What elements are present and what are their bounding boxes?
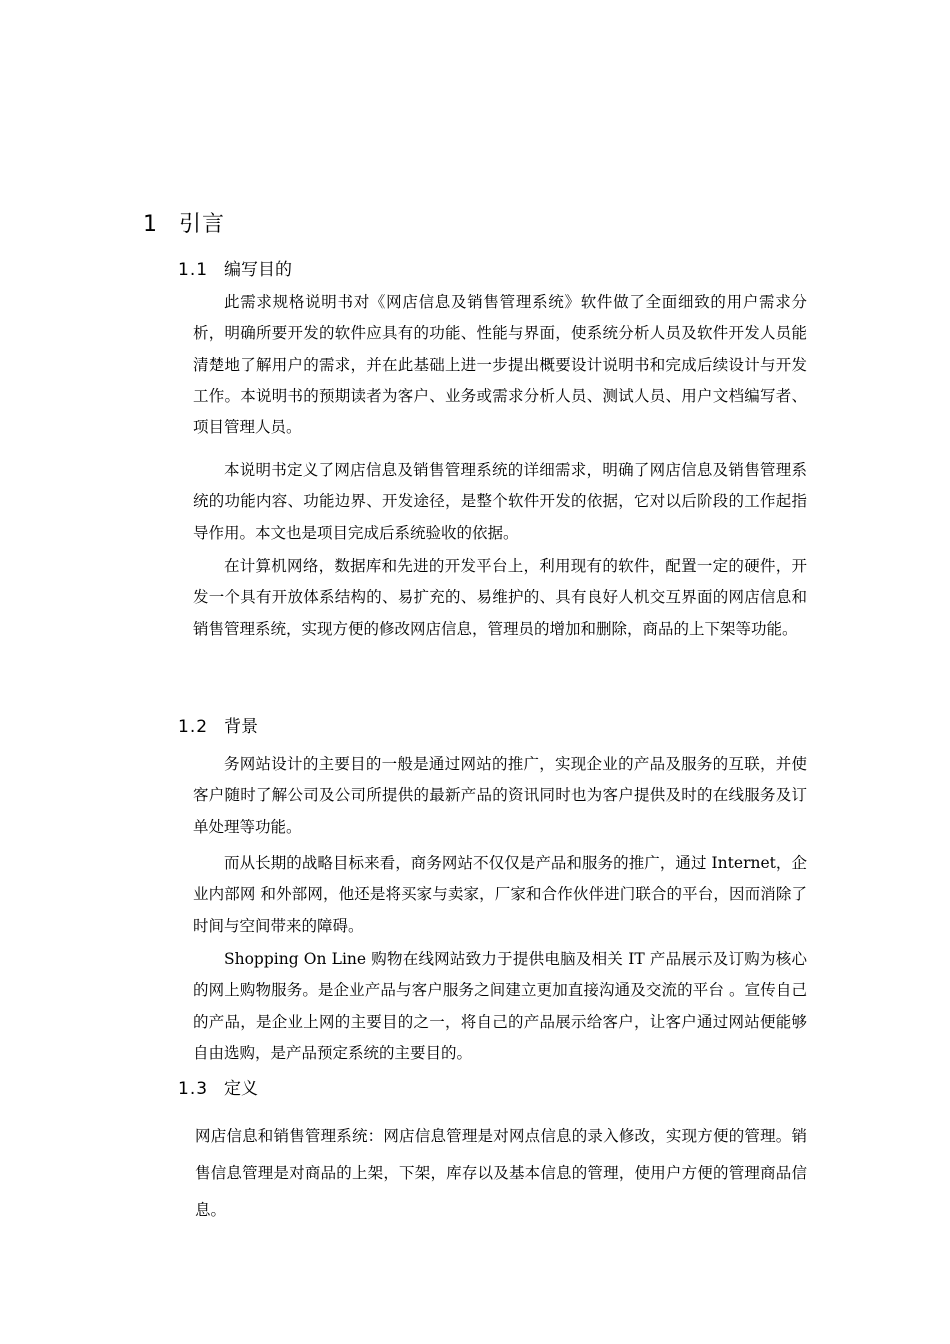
section-1-heading <box>143 207 225 243</box>
section-number: 1.1 <box>178 260 209 280</box>
section-1-1-heading <box>178 256 292 284</box>
section-1-2-heading <box>178 713 258 741</box>
section-title: 编写目的 <box>224 260 292 280</box>
paragraph: 此需求规格说明书对《网店信息及销售管理系统》软件做了全面细致的用户需求分析，明确所要开发的软件应具有的功能、性能与界面，使系统分析人员及软件开发人员能清楚地了解用户的需求，并在此基础上进一步提出概要设计说明书和完成后续设计与开发工作。本说明书的预期读者为客户、业务或需求分析人员、测试人员、用户文档编写者、项目管理人员。 <box>193 293 807 437</box>
paragraph: 务网站设计的主要目的一般是通过网站的推广，实现企业的产品及服务的互联，并使客户随时了解公司及公司所提供的最新产品的资讯同时也为客户提供及时的在线服务及订单处理等功能。 <box>193 755 807 836</box>
section-number: 1 <box>143 212 158 237</box>
paragraph: 在计算机网络，数据库和先进的开发平台上，利用现有的软件，配置一定的硬件，开发一个具有开放体系结构的、易扩充的、易维护的、具有良好人机交互界面的网店信息和销售管理系统，实现方便的修改网店信息，管理员的增加和删除，商品的上下架等功能。 <box>193 557 807 638</box>
section-number: 1.3 <box>178 1079 209 1099</box>
paragraph: Shopping On Line 购物在线网站致力于提供电脑及相关 IT 产品展示及订购为核心的网上购物服务。是企业产品与客户服务之间建立更加直接沟通及交流的平台 。宣传自己的产品，是企业上网的主要目的之一，将自己的产品展示给客户，让客户通过网站便能够自由选购，是产品预定系统的主要目的。 <box>193 950 807 1062</box>
section-title: 背景 <box>224 717 258 737</box>
section-1-3-heading <box>178 1075 258 1103</box>
section-title: 定义 <box>224 1079 258 1099</box>
section-number: 1.2 <box>178 717 209 737</box>
paragraph: 网店信息和销售管理系统：网店信息管理是对网点信息的录入修改，实现方便的管理。销售信息管理是对商品的上架，下架，库存以及基本信息的管理，使用户方便的管理商品信息。 <box>195 1127 807 1219</box>
paragraph: 而从长期的战略目标来看，商务网站不仅仅是产品和服务的推广，通过 Internet，企业内部网 和外部网，他还是将买家与卖家，厂家和合作伙伴进门联合的平台，因而消除了时间与空间带来的障碍。 <box>193 854 807 935</box>
section-title: 引言 <box>179 212 226 237</box>
paragraph: 本说明书定义了网店信息及销售管理系统的详细需求，明确了网店信息及销售管理系统的功能内容、功能边界、开发途径，是整个软件开发的依据，它对以后阶段的工作起指导作用。本文也是项目完成后系统验收的依据。 <box>193 461 807 542</box>
